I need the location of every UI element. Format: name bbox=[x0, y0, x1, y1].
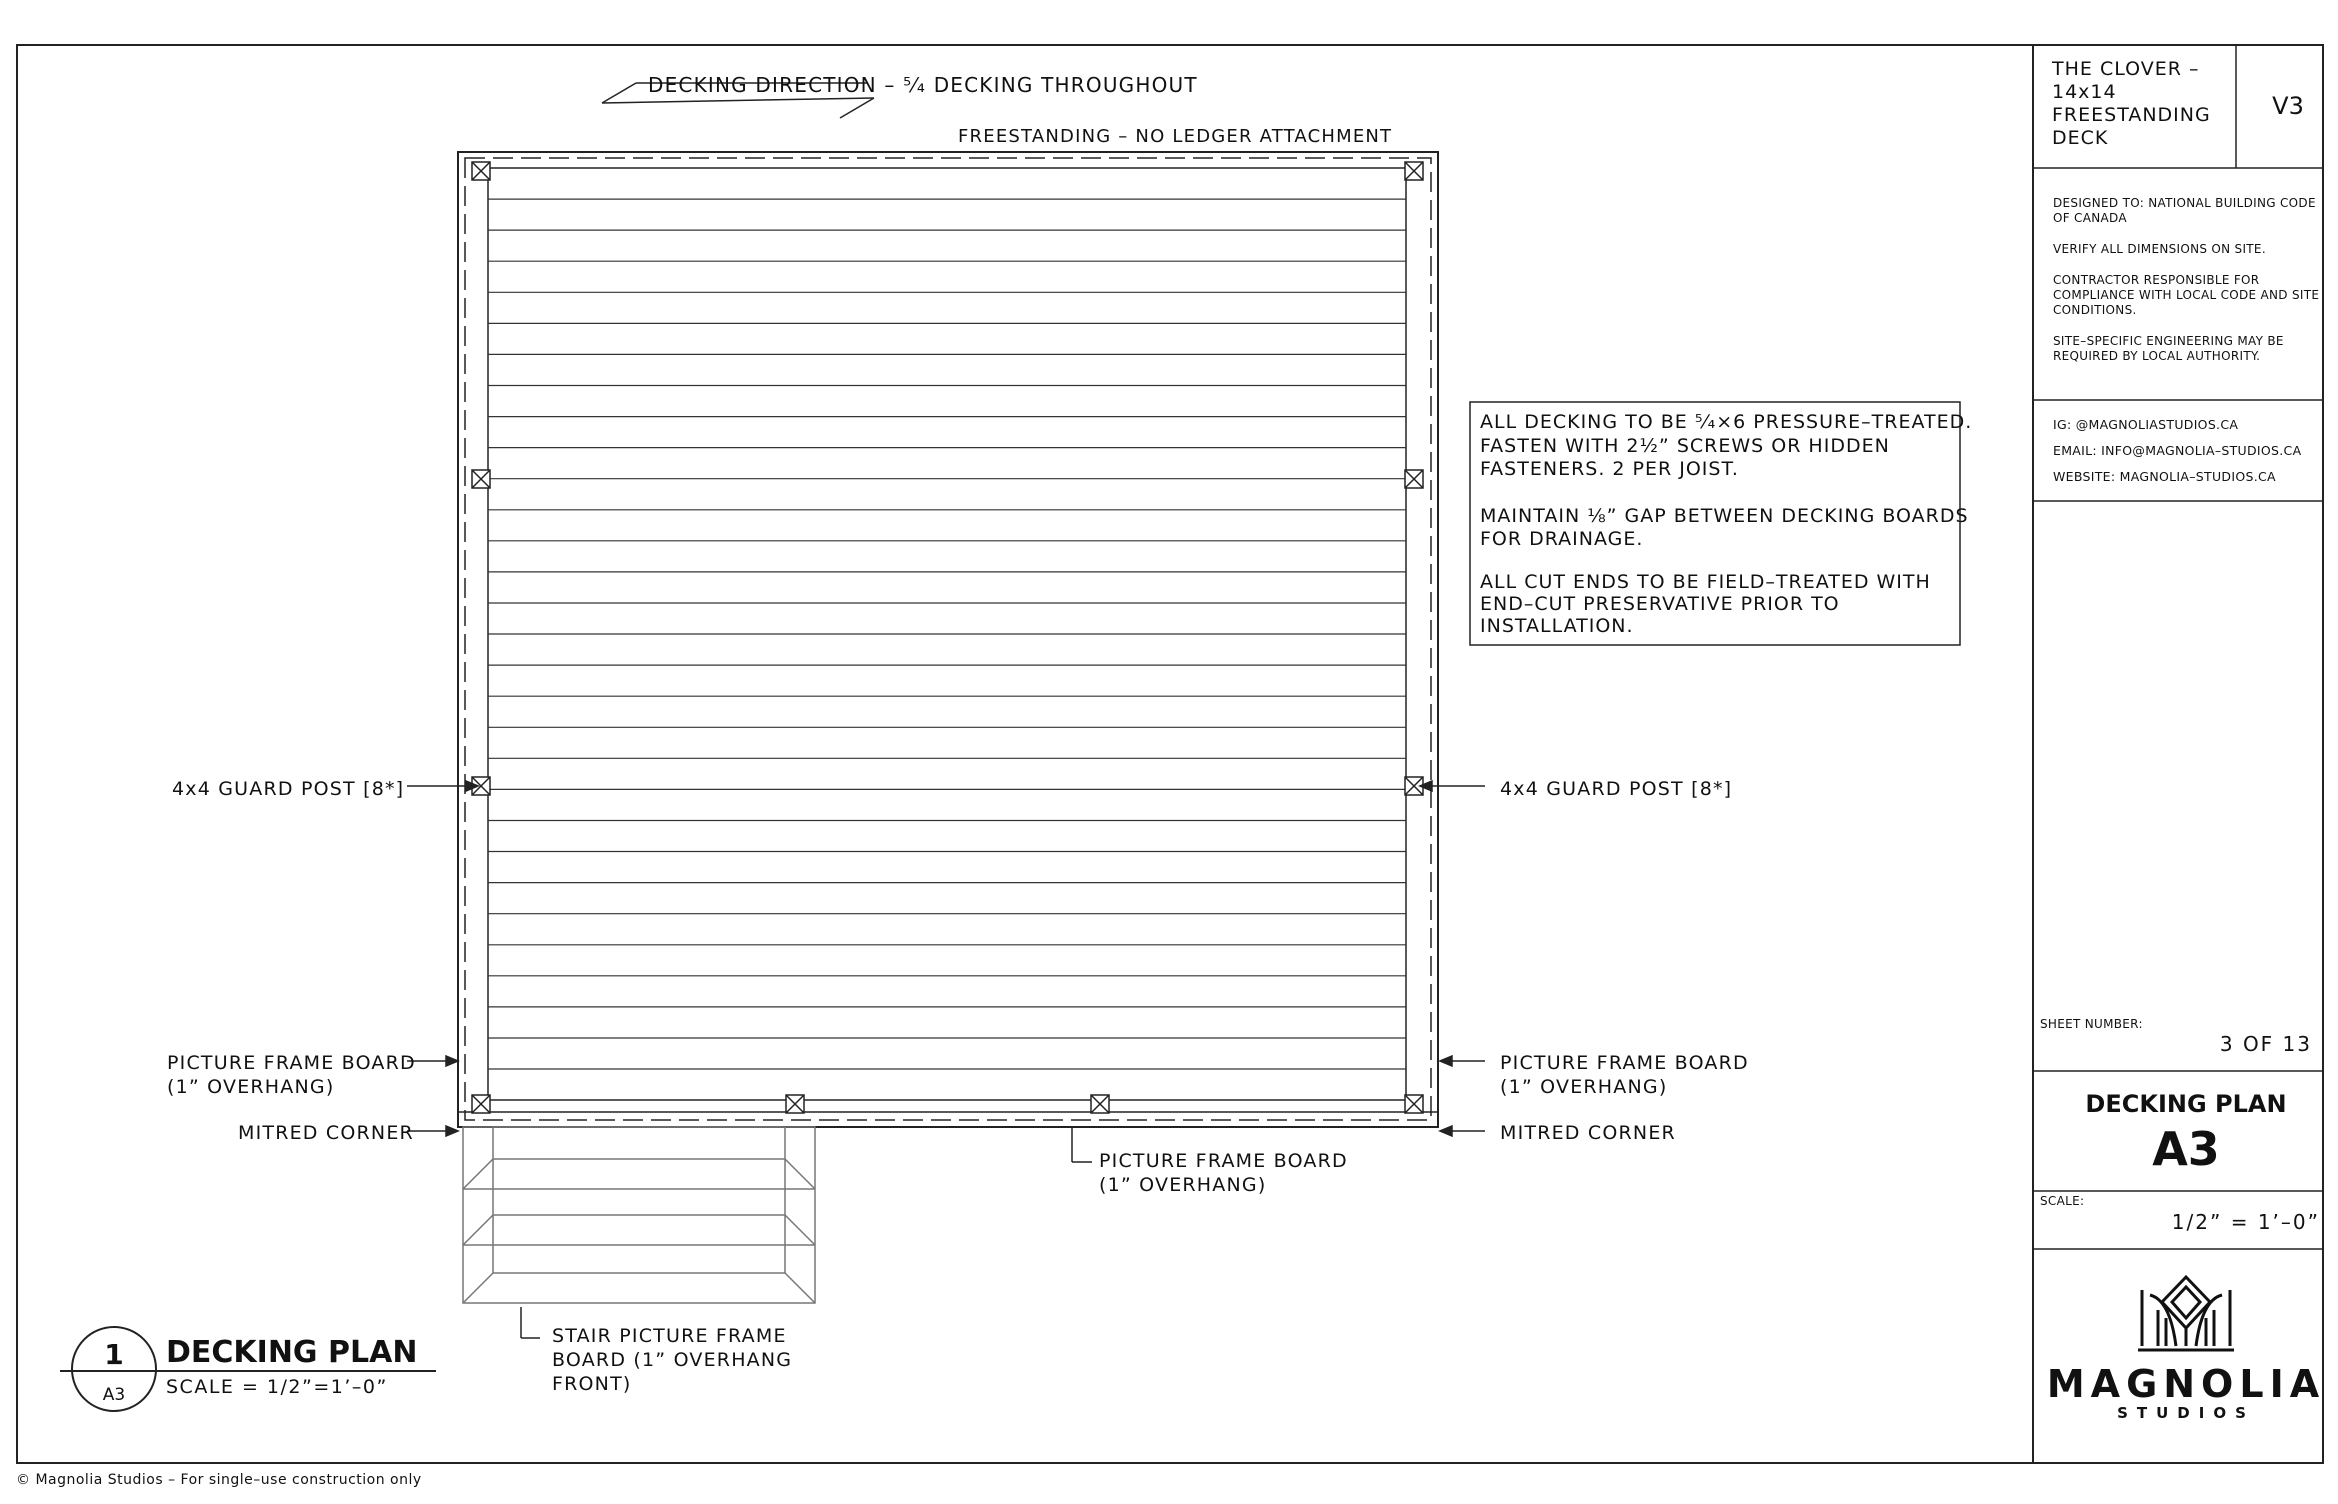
picture-frame-label-bottom-overhang: (1” OVERHANG) bbox=[1099, 1174, 1267, 1196]
guard-post bbox=[786, 1095, 804, 1113]
guard-post bbox=[472, 470, 490, 488]
mitred-corner-label-right: MITRED CORNER bbox=[1500, 1122, 1676, 1144]
stairs bbox=[463, 1127, 815, 1303]
note-line: FASTENERS. 2 PER JOIST. bbox=[1480, 458, 1739, 480]
guard-post bbox=[1405, 470, 1423, 488]
note-line: END–CUT PRESERVATIVE PRIOR TO bbox=[1480, 593, 1840, 615]
magnolia-logo-icon bbox=[2138, 1277, 2234, 1350]
website-address: WEBSITE: MAGNOLIA–STUDIOS.CA bbox=[2053, 469, 2276, 484]
plan-name: DECKING PLAN bbox=[2085, 1090, 2287, 1118]
general-note: SITE–SPECIFIC ENGINEERING MAY BE REQUIRED BY LOCAL AUTHORITY. bbox=[2053, 334, 2284, 363]
sheet-border bbox=[17, 45, 2323, 1463]
deck-boards bbox=[488, 199, 1406, 1069]
note-line: FASTEN WITH 2½” SCREWS OR HIDDEN bbox=[1480, 435, 1890, 457]
decking-direction-text: DECKING DIRECTION – ⁵⁄₄ DECKING THROUGHOUT bbox=[648, 73, 1198, 97]
guard-posts bbox=[472, 162, 1423, 1113]
note-line: INSTALLATION. bbox=[1480, 615, 1634, 637]
scale-value: 1/2” = 1’–0” bbox=[2171, 1210, 2320, 1234]
mitred-corner-label-left: MITRED CORNER bbox=[238, 1122, 414, 1144]
picture-frame-label-left-overhang: (1” OVERHANG) bbox=[167, 1076, 335, 1098]
contact-info bbox=[2053, 412, 2333, 490]
drawing-callout bbox=[60, 1327, 436, 1411]
brand-name: MAGNOLIA bbox=[2046, 1362, 2326, 1406]
stair-frame-label-1: STAIR PICTURE FRAME bbox=[552, 1325, 787, 1347]
callout-sheet: A3 bbox=[102, 1385, 126, 1405]
picture-frame-label-right: PICTURE FRAME BOARD bbox=[1500, 1052, 1749, 1074]
copyright-footer: © Magnolia Studios – For single–use construction only bbox=[16, 1472, 422, 1488]
decking-notes bbox=[1480, 411, 1972, 637]
deck-outer-frame bbox=[458, 152, 1438, 1127]
guard-post bbox=[472, 162, 490, 180]
email-address: EMAIL: INFO@MAGNOLIA–STUDIOS.CA bbox=[2053, 443, 2302, 458]
callout-title: DECKING PLAN bbox=[166, 1335, 418, 1370]
callout-scale: SCALE = 1/2”=1’–0” bbox=[166, 1376, 388, 1398]
instagram-handle: IG: @MAGNOLIASTUDIOS.CA bbox=[2053, 417, 2239, 432]
scale-label: SCALE: bbox=[2040, 1194, 2085, 1208]
guard-post bbox=[1405, 1095, 1423, 1113]
stair-frame-label-3: FRONT) bbox=[552, 1373, 632, 1395]
general-note: DESIGNED TO: NATIONAL BUILDING CODE OF CANADA bbox=[2053, 196, 2316, 225]
stair-frame-label-2: BOARD (1” OVERHANG bbox=[552, 1349, 793, 1371]
guard-post bbox=[472, 1095, 490, 1113]
guard-post-label-left: 4x4 GUARD POST [8*] bbox=[172, 778, 405, 800]
sheet-number-label: SHEET NUMBER: bbox=[2040, 1017, 2143, 1031]
guard-post bbox=[1405, 162, 1423, 180]
sheet-number: 3 OF 13 bbox=[2219, 1032, 2312, 1056]
guard-post bbox=[1091, 1095, 1109, 1113]
leader-lines bbox=[407, 781, 1485, 1338]
guard-post-label-right: 4x4 GUARD POST [8*] bbox=[1500, 778, 1733, 800]
freestanding-note: FREESTANDING – NO LEDGER ATTACHMENT bbox=[958, 126, 1393, 147]
brand-subtitle: STUDIOS bbox=[2117, 1404, 2255, 1422]
general-note: VERIFY ALL DIMENSIONS ON SITE. bbox=[2053, 242, 2266, 256]
stair-inner bbox=[493, 1127, 785, 1273]
general-notes bbox=[2053, 196, 2323, 380]
picture-frame-label-left: PICTURE FRAME BOARD bbox=[167, 1052, 416, 1074]
picture-frame-label-bottom: PICTURE FRAME BOARD bbox=[1099, 1150, 1348, 1172]
project-title: THE CLOVER – 14x14 FREESTANDING DECK bbox=[2052, 58, 2211, 149]
note-line: FOR DRAINAGE. bbox=[1480, 528, 1644, 550]
version-label: V3 bbox=[2272, 92, 2304, 120]
general-note: CONTRACTOR RESPONSIBLE FOR COMPLIANCE WITH LOCAL CODE AND SITE CONDITIONS. bbox=[2053, 273, 2320, 317]
note-line: ALL CUT ENDS TO BE FIELD–TREATED WITH bbox=[1480, 571, 1931, 593]
picture-frame-label-right-overhang: (1” OVERHANG) bbox=[1500, 1076, 1668, 1098]
note-line: MAINTAIN ⅛” GAP BETWEEN DECKING BOARDS bbox=[1480, 505, 1969, 527]
plan-code: A3 bbox=[2152, 1122, 2220, 1176]
note-line: ALL DECKING TO BE ⁵⁄₄×6 PRESSURE–TREATED. bbox=[1480, 411, 1973, 433]
callout-number: 1 bbox=[104, 1338, 124, 1371]
